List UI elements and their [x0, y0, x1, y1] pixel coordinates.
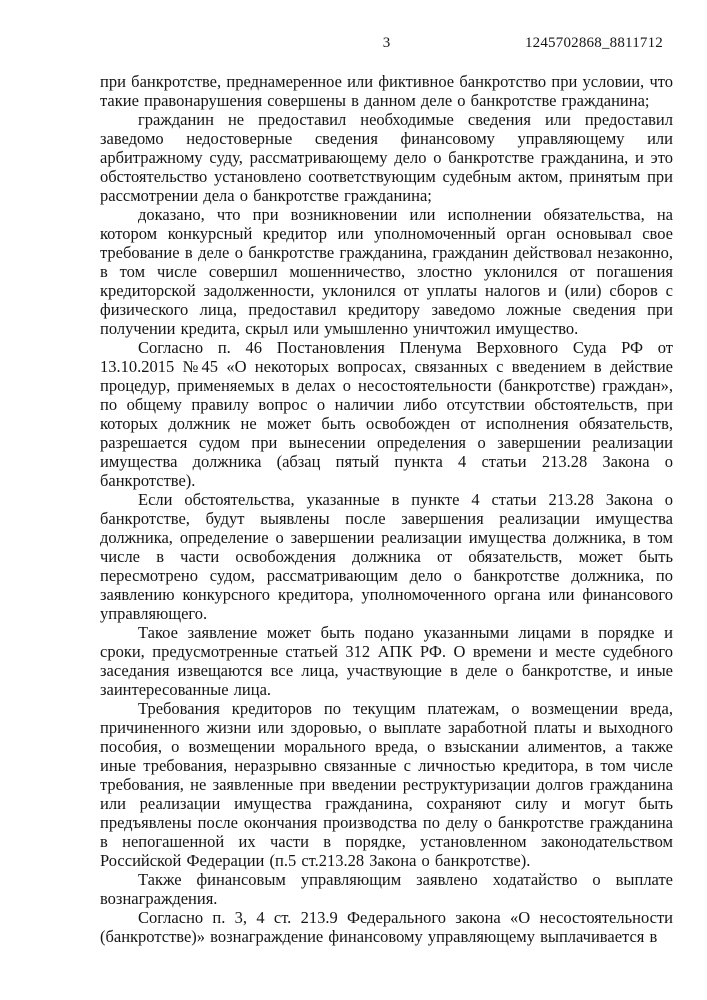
- paragraph: Также финансовым управляющим заявлено ходатайство о выплате вознаграждения.: [100, 870, 673, 908]
- paragraph: Согласно п. 46 Постановления Пленума Верховного Суда РФ от 13.10.2015 №45 «О некоторых вопросах, связанных с введением в действие процедур, применяемых в делах о несостоятельности (банкротстве) граждан», по общему правилу вопрос о наличии либо отсутствии обстоятельств, при которых должник не может быть освобожден от исполнения обязательств, разрешается судом при вынесении определения о завершении реализации имущества должника (абзац пятый пункта 4 статьи 213.28 Закона о банкротстве).: [100, 338, 673, 490]
- document-id: 1245702868_8811712: [524, 35, 663, 51]
- paragraph: Если обстоятельства, указанные в пункте 4 статьи 213.28 Закона о банкротстве, будут выявлены после завершения реализации имущества должника, определение о завершении реализации имущества должника, в том числе в части освобождения должника от обязательств, может быть пересмотрено судом, рассматривающим дело о банкротстве должника, по заявлению конкурсного кредитора, уполномоченного органа или финансового управляющего.: [100, 490, 673, 623]
- page-header: [100, 34, 673, 54]
- paragraph: Согласно п. 3, 4 ст. 213.9 Федерального закона «О несостоятельности (банкротстве)» вознаграждение финансовому управляющему выплачивается в: [100, 908, 673, 946]
- paragraph: при банкротстве, преднамеренное или фиктивное банкротство при условии, что такие правонарушения совершены в данном деле о банкротстве гражданина;: [100, 72, 673, 110]
- paragraph: Такое заявление может быть подано указанными лицами в порядке и сроки, предусмотренные статьей 312 АПК РФ. О времени и месте судебного заседания извещаются все лица, участвующие в деле о банкротстве, и иные заинтересованные лица.: [100, 623, 673, 699]
- document-body: [100, 72, 673, 946]
- page-number: 3: [382, 35, 391, 51]
- paragraph: доказано, что при возникновении или исполнении обязательства, на котором конкурсный кредитор или уполномоченный орган основывал свое требование в деле о банкротстве гражданина, гражданин действовал незаконно, в том числе совершил мошенничество, злостно уклонился от погашения кредиторской задолженности, уклонился от уплаты налогов и (или) сборов с физического лица, предоставил кредитору заведомо ложные сведения при получении кредита, скрыл или умышленно уничтожил имущество.: [100, 205, 673, 338]
- paragraph: гражданин не предоставил необходимые сведения или предоставил заведомо недостоверные сведения финансовому управляющему или арбитражному суду, рассматривающему дело о банкротстве гражданина, и это обстоятельство установлено соответствующим судебным актом, принятым при рассмотрении дела о банкротстве гражданина;: [100, 110, 673, 205]
- paragraph: Требования кредиторов по текущим платежам, о возмещении вреда, причиненного жизни или здоровью, о выплате заработной платы и выходного пособия, о возмещении морального вреда, о взыскании алиментов, а также иные требования, неразрывно связанные с личностью кредитора, в том числе требования, не заявленные при введении реструктуризации долгов гражданина или реализации имущества гражданина, сохраняют силу и могут быть предъявлены после окончания производства по делу о банкротстве гражданина в непогашенной их части в порядке, установленном законодательством Российской Федерации (п.5 ст.213.28 Закона о банкротстве).: [100, 699, 673, 870]
